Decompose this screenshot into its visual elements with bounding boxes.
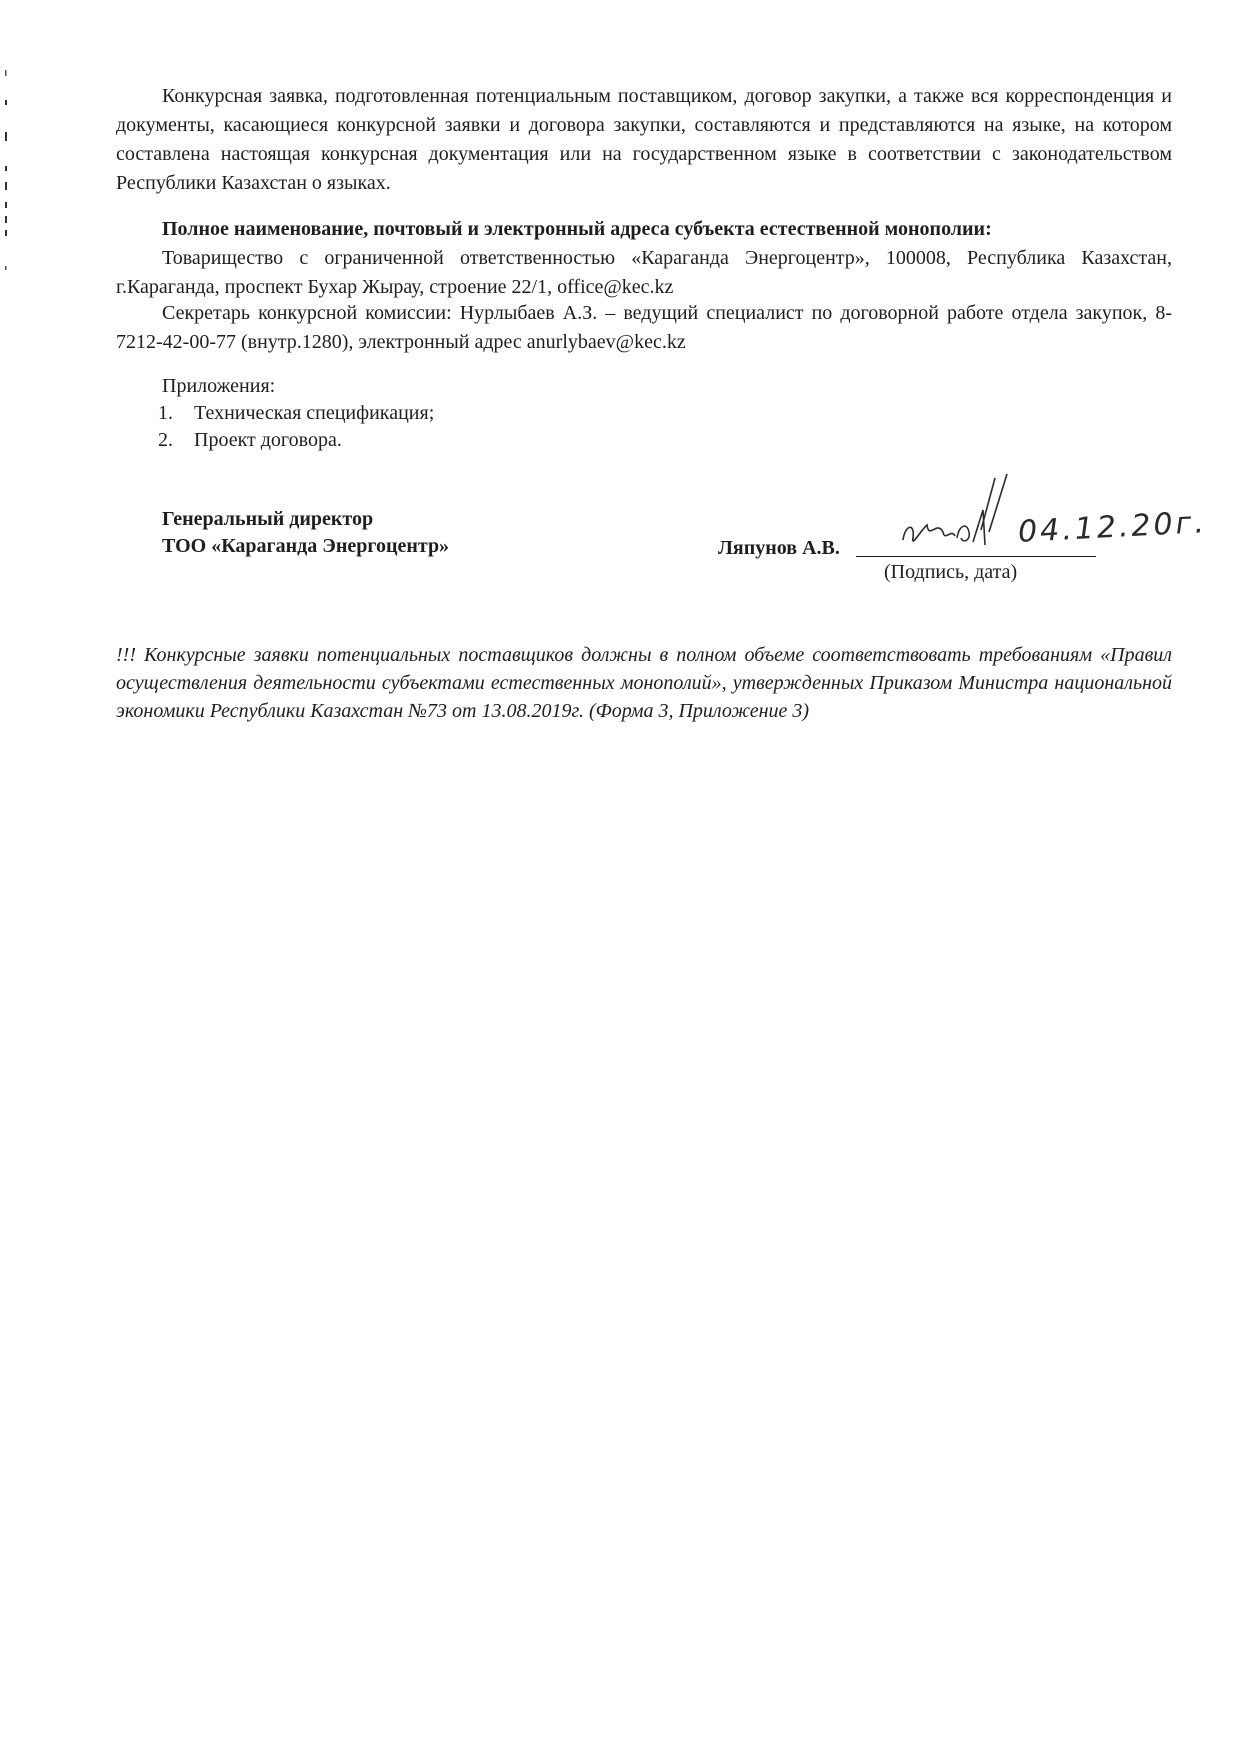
entity-address: Товарищество с ограниченной ответственностью «Караганда Энергоцентр», 100008, Республика Казахстан, г.Караганда, проспект Бухар Жырау, строение 22/1, office@kec.kz	[116, 247, 1172, 298]
handwritten-signature	[885, 470, 1025, 565]
handwritten-date: 04.12.20г.	[1017, 505, 1208, 550]
appendix-item	[158, 427, 758, 454]
appendix-item	[158, 400, 758, 427]
signer-name: Ляпунов А.В.	[718, 537, 840, 559]
appendix-number: 2.	[158, 429, 173, 451]
scan-edge-marks	[4, 70, 10, 300]
secretary-info: Секретарь конкурсной комиссии: Нурлыбаев А.З. – ведущий специалист по договорной работе отдела закупок, 8-7212-42-00-77 (внутр.1280), электронный адрес anurlybaev@kec.kz	[116, 302, 1172, 353]
signer-company: ТОО «Караганда Энергоцентр»	[162, 535, 450, 557]
appendix-text: Техническая спецификация;	[194, 402, 435, 424]
heading-entity: Полное наименование, почтовый и электронный адреса субъекта естественной монополии:	[162, 218, 992, 240]
signer-position: Генеральный директор	[162, 508, 374, 530]
compliance-note: !!! Конкурсные заявки потенциальных поставщиков должны в полном объеме соответствовать требованиям «Правил осуществления деятельности субъектами естественных монополий», утвержденных Приказом Министра национальной экономики Республики Казахстан №73 от 13.08.2019г. (Форма 3, Приложение 3)	[116, 644, 1172, 722]
paragraph-language: Конкурсная заявка, подготовленная потенциальным поставщиком, договор закупки, а также вся корреспонденция и документы, касающиеся конкурсной заявки и договора закупки, составляются и представляются на языке, на котором составлена настоящая конкурсная документация или на государственном языке в соответствии с законодательством Республики Казахстан о языках.	[116, 85, 1172, 194]
appendices-list	[158, 400, 758, 454]
appendix-text: Проект договора.	[194, 429, 342, 451]
appendices-label: Приложения:	[162, 375, 276, 397]
signature-caption: (Подпись, дата)	[884, 561, 1018, 583]
appendix-number: 1.	[158, 402, 173, 424]
